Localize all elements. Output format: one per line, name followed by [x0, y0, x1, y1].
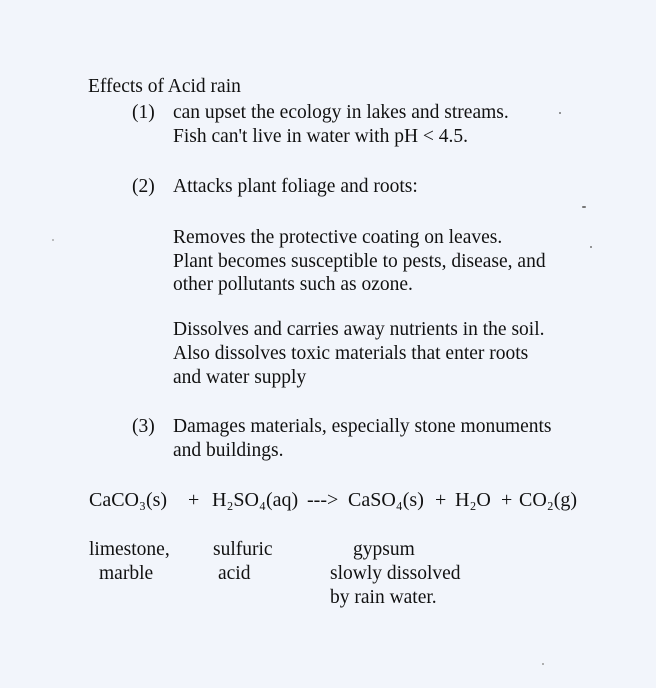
equation-plus-3: +: [501, 489, 513, 511]
page-title: Effects of Acid rain: [88, 76, 241, 97]
item-1-line-1: can upset the ecology in lakes and streams.: [173, 102, 509, 123]
item-3-line-1: Damages materials, especially stone monuments: [173, 416, 552, 437]
item-2-para-1-line-3: other pollutants such as ozone.: [173, 274, 413, 295]
item-2-para-2-line-3: and water supply: [173, 367, 307, 388]
item-3-number: (3): [132, 416, 155, 437]
equation-arrow: --->: [307, 489, 339, 511]
equation-reactant-caco3: CaCO₃(s): [89, 489, 168, 511]
item-1-line-2: Fish can't live in water with pH < 4.5.: [173, 126, 469, 147]
scan-speck: [590, 246, 592, 248]
equation-product-h2o: H₂O: [455, 489, 491, 511]
label-sulfuric-line-2: acid: [218, 563, 251, 584]
item-2-para-1-line-2: Plant becomes susceptible to pests, disease, and: [173, 251, 546, 272]
label-sulfuric-line-1: sulfuric: [213, 539, 273, 560]
item-2-para-1-line-1: Removes the protective coating on leaves.: [173, 227, 503, 248]
item-2-para-2-line-2: Also dissolves toxic materials that enter roots: [173, 343, 529, 364]
equation-product-caso4: CaSO₄(s): [348, 489, 424, 511]
scan-speck: [52, 239, 54, 241]
item-1-number: (1): [132, 102, 155, 123]
item-2-number: (2): [132, 176, 155, 197]
equation-plus-1: +: [188, 489, 200, 511]
label-gypsum-line-3: by rain water.: [330, 587, 437, 608]
label-limestone-line-1: limestone,: [89, 539, 170, 560]
item-2-para-2-line-1: Dissolves and carries away nutrients in the soil.: [173, 319, 545, 340]
label-gypsum-line-1: gypsum: [353, 539, 415, 560]
item-2-heading: Attacks plant foliage and roots:: [173, 176, 418, 197]
scan-speck: [582, 206, 586, 208]
equation-plus-2: +: [435, 489, 447, 511]
item-3-line-2: and buildings.: [173, 440, 284, 461]
scan-speck: [542, 663, 544, 665]
label-gypsum-line-2: slowly dissolved: [330, 563, 461, 584]
scan-speck: [559, 112, 561, 114]
label-limestone-line-2: marble: [99, 563, 154, 584]
equation-reactant-h2so4: H₂SO₄(aq): [212, 489, 299, 511]
equation-product-co2: CO₂(g): [519, 489, 578, 511]
